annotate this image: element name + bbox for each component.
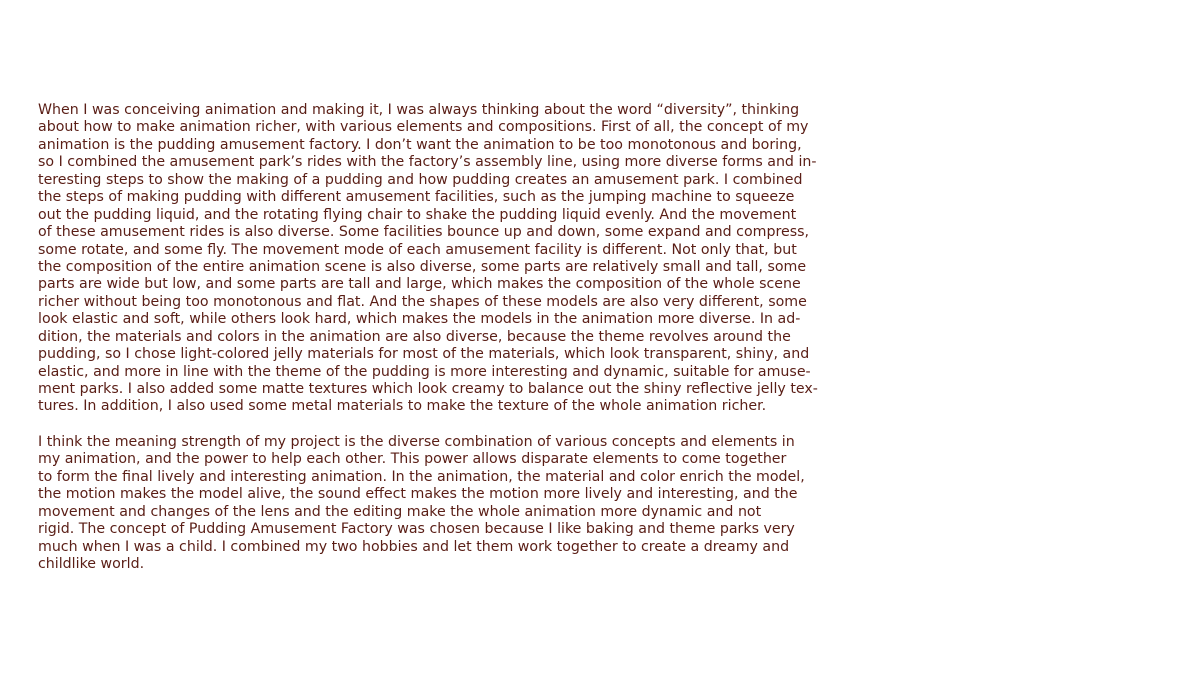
text-line: When I was conceiving animation and making it, I was always thinking about the word “diversity”, thinking [38,102,800,118]
text-line: animation is the pudding amusement factory. I don’t want the animation to be too monotonous and boring, [38,136,802,153]
text-line: to form the final lively and interesting animation. In the animation, the material and color enrich the model, [38,468,805,485]
paragraph-meaning [38,434,805,574]
text-line: the steps of making pudding with different amusement facilities, such as the jumping machine to squeeze [38,189,795,206]
text-line: so I combined the amusement park’s rides with the factory’s assembly line, using more diverse forms and in- [38,154,817,171]
text-line: dition, the materials and colors in the animation are also diverse, because the theme revolves around the [38,328,791,345]
text-line: pudding, so I chose light-colored jelly materials for most of the materials, which look transparent, shiny, and [38,346,810,363]
text-line: out the pudding liquid, and the rotating flying chair to shake the pudding liquid evenly. And the movement [38,206,797,223]
text-line: childlike world. [38,556,145,573]
text-line: movement and changes of the lens and the editing make the whole animation more dynamic and not [38,503,762,520]
text-line: much when I was a child. I combined my two hobbies and let them work together to create a dreamy and [38,538,790,555]
text-line: the motion makes the model alive, the sound effect makes the motion more lively and interesting, and the [38,486,798,503]
text-line: rigid. The concept of Pudding Amusement Factory was chosen because I like baking and theme parks very [38,521,795,538]
text-line: some rotate, and some fly. The movement mode of each amusement facility is different. Not only that, but [38,241,797,258]
text-line: the composition of the entire animation scene is also diverse, some parts are relatively small and tall, some [38,258,807,275]
text-line: tures. In addition, I also used some metal materials to make the texture of the whole animation richer. [38,398,767,415]
text-line: richer without being too monotonous and flat. And the shapes of these models are also very different, some [38,293,807,310]
text-line: parts are wide but low, and some parts are tall and large, which makes the composition of the whole scene [38,276,801,293]
text-line: my animation, and the power to help each other. This power allows disparate elements to come together [38,451,787,468]
text-line: look elastic and soft, while others look hard, which makes the models in the animation more diverse. In ad- [38,311,801,328]
text-line: ment parks. I also added some matte textures which look creamy to balance out the shiny reflective jelly tex- [38,381,818,397]
text-line: elastic, and more in line with the theme of the pudding is more interesting and dynamic, suitable for amuse- [38,363,811,380]
paragraph-diversity [38,102,818,416]
text-line: I think the meaning strength of my project is the diverse combination of various concepts and elements in [38,434,795,450]
text-line: teresting steps to show the making of a pudding and how pudding creates an amusement park. I combined [38,171,803,188]
text-line: about how to make animation richer, with various elements and compositions. First of all, the concept of my [38,119,809,136]
text-line: of these amusement rides is also diverse. Some facilities bounce up and down, some expand and compress, [38,224,810,241]
